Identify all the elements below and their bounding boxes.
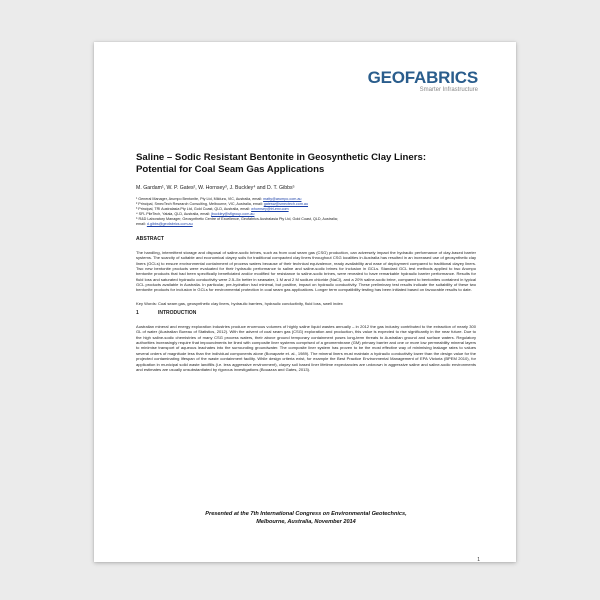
logo-tagline: Smarter Infrastructure <box>419 87 478 93</box>
email-link[interactable]: jbuckley@sflgroup.com.au <box>211 212 255 216</box>
footer-line: Presented at the 7th International Congress on Environmental Geotechnics, <box>205 511 407 517</box>
page-number: 1 <box>477 557 480 563</box>
introduction-text: Australian mineral and energy exploration industries produce enormous volumes of highly saline liquid wastes annually – in 2012 the gas industry contributed to the extraction of nearly 300 GL of water (Australian Bureau of Statistics, 2012). With the advent of coal seam gas (CSG) exploration and production, this value is expected to rise significantly in the near future. Due to the high saline-sodic chemistries of many CSG process waters, their above ground temporary containment poses long-term threats to Australian ground and surface waters. Regulatory authorities increasingly require that impoundments be lined with composite liner systems comprised of a geomembrane (GM) primary barrier and one or more low permeability mineral layers to minimise transport of aqueous leachates into the surrounding groundwater. The composite liner system has proven to be the most effective way of minimising leakage rates to values several orders of magnitude less than the individual components alone (Bonaparte et. al., 1989). The mineral liners must maintain a hydraulic conductivity lower than the design value for the projected contaminating lifespan of the waste containment facility. While design criteria exist, for example the Best Practice Environmental Management of EPA Victoria (BPEM 2010), for application in municipal solid waste landfills (i.e. less aggressive environment), clayey soil based liner lifetime expectancies are unknown in aggressive saline and saline-sodic environments and estimates are usually unsubstantiated by rigorous investigations (Bouazza and Gates, 2013). <box>136 324 476 372</box>
geofabrics-logo <box>368 68 478 93</box>
abstract-heading: ABSTRACT <box>136 236 165 242</box>
paper-title: Saline – Sodic Resistant Bentonite in Geosynthetic Clay Liners: Potential for Coal Seam Gas Applications <box>136 152 427 175</box>
email-link[interactable]: gatesw@smectech.com.au <box>263 202 309 206</box>
footer-line: Melbourne, Australia, November 2014 <box>256 519 356 525</box>
paper-content <box>136 152 476 372</box>
introduction-heading <box>136 310 476 316</box>
section-number: 1 <box>136 310 139 317</box>
affiliation-text: ² Principal, SmecTech Research Consulting, Melbourne, VIC, Australia, email: <box>136 202 264 206</box>
logo-brand: GEOFABRICS <box>367 68 478 87</box>
email-link[interactable]: whornsey@tri-env.com <box>251 207 289 211</box>
document-page <box>94 42 516 562</box>
abstract-text: The handling, intermittent storage and disposal of saline-sodic brines, such as from coal seam gas (CSG) production, can adversely impact the hydraulic performance of clay-based barrier systems. The scarcity of suitable and economical clayey soils for traditional compacted clay liners throughout CSG localities in Australia has resulted in an increased use of geosynthetic clay liners (GCLs) to ensure environmental containment of process waters because of their technical equivalence, ready availability and ease of deployment compared to traditional clayey liners. Two new bentonite products were evaluated for their hydraulic performance to saline and saline-sodic brines for inclusion in GCLs. Standard GCL test methods applied to two Arumpo bentonite products that had been specifically beneficiated and/or modified for resistance to saline-sodic brines, were revealed to have remarkable hydraulic barrier performance. Results for fluid loss and saturated hydraulic conductivity were 2.5–5x better in seawater, 1 M and 2 M sodium chloride (NaCl), and a 20% saline-sodic brine, compared to bentonites contained in typical GCL products available in Australia. In particular, pre-hydration had minimal, but positive, impact on hydraulic conductivity. These preliminary test results indicate the suitability of these two bentonite products for inclusion in GCLs for environmental protection in coal seam gas applications. Longer term compatibility testing has been initiated based on favourable results to date. <box>136 250 476 293</box>
affiliations <box>136 197 476 227</box>
keywords: Key Words: Coal seam gas, geosynthetic clay liners, hydraulic barriers, hydraulic conductivity, fluid loss, swell index <box>136 300 343 306</box>
email-link[interactable]: matty@arumpo.com.au <box>263 197 302 201</box>
affiliation-text: email: <box>136 222 147 226</box>
email-link[interactable]: d.gibbs@geofabrics.com.au <box>146 222 193 226</box>
affiliation-text: ⁴ SFL PileTech, Yatala, QLD, Australia, email: <box>136 212 212 216</box>
section-title: INTRODUCTION <box>158 310 197 317</box>
affiliation-text: ¹ General Manager, Arumpo Bentonite, Pty Ltd, Mildura, VIC, Australia, email: <box>136 197 264 201</box>
affiliation-text: ³ Principal, TRI Australasia Pty Ltd, Gold Coast, QLD, Australia, email: <box>136 207 252 211</box>
affiliation-line <box>136 222 476 227</box>
affiliation-text: ⁵ R&D Laboratory Manager, Geosynthetic Centre of Excellence, Geofabrics Australasia Pty Ltd, Gold Coast, QLD, Australia; <box>136 217 338 221</box>
conference-footer <box>136 510 476 526</box>
paper-authors: M. Gardam¹, W. P. Gates², W. Hornsey³, J. Buckley⁴ and D. T. Gibbs⁵ <box>136 185 295 191</box>
